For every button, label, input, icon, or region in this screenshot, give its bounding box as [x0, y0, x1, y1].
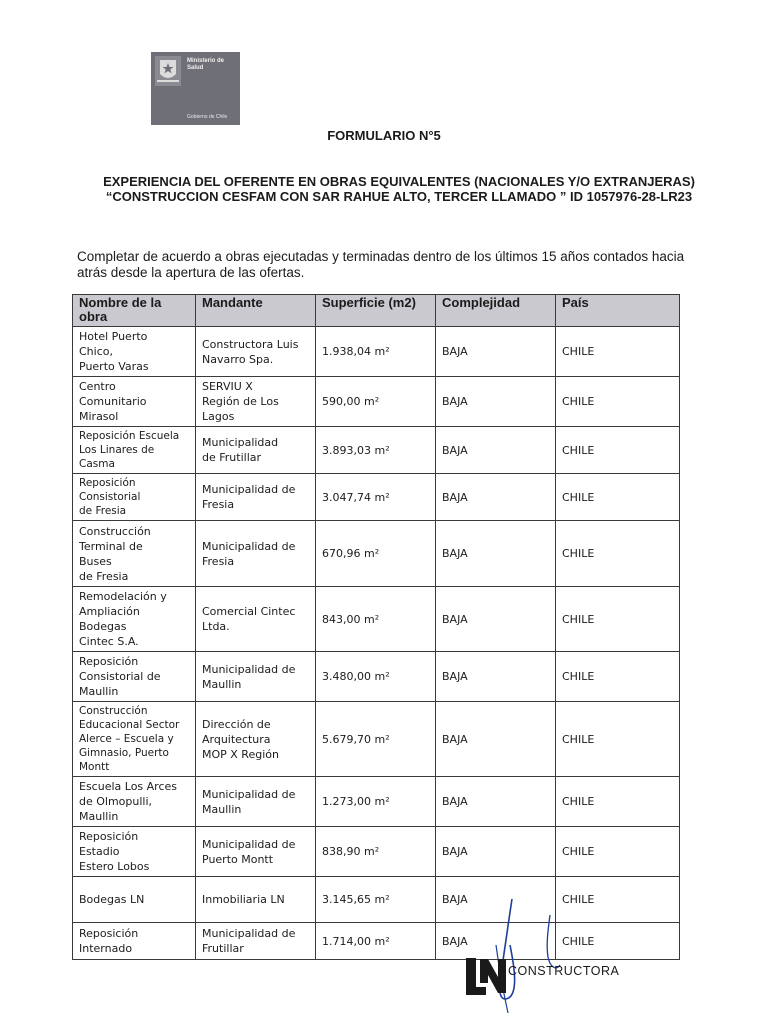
cell-complejidad: BAJA [436, 327, 556, 377]
cell-superficie: 5.679,70 m² [316, 702, 436, 777]
cell-superficie: 1.273,00 m² [316, 777, 436, 827]
cell-mandante: Municipalidad de Maullin [196, 652, 316, 702]
cell-mandante: Municipalidad de Maullin [196, 777, 316, 827]
cell-complejidad: BAJA [436, 521, 556, 587]
ministry-logo [151, 52, 240, 125]
header-nombre: Nombre de la obra [73, 295, 196, 327]
cell-nombre: Construcción Terminal de Buses de Fresia [73, 521, 196, 587]
cell-complejidad: BAJA [436, 474, 556, 521]
cell-mandante: Municipalidad de Fresia [196, 474, 316, 521]
cell-pais: CHILE [556, 827, 680, 877]
cell-superficie: 3.480,00 m² [316, 652, 436, 702]
cell-superficie: 843,00 m² [316, 587, 436, 652]
cell-mandante: Municipalidad de Fresia [196, 521, 316, 587]
cell-superficie: 670,96 m² [316, 521, 436, 587]
cell-nombre: Reposición Escuela Los Linares de Casma [73, 427, 196, 474]
constructora-ln-logo [464, 955, 508, 997]
header-complejidad: Complejidad [436, 295, 556, 327]
header-superficie: Superficie (m2) [316, 295, 436, 327]
cell-superficie: 3.047,74 m² [316, 474, 436, 521]
chile-coat-of-arms-icon [155, 56, 181, 86]
cell-mandante: Inmobiliaria LN [196, 877, 316, 923]
cell-nombre: Reposición Consistorial de Fresia [73, 474, 196, 521]
cell-nombre: Reposición Internado [73, 923, 196, 960]
form-title: FORMULARIO N°5 [327, 128, 441, 143]
table-row [73, 587, 680, 652]
document-heading [100, 174, 698, 204]
ministry-name: Ministerio de Salud [187, 58, 225, 71]
cell-complejidad: BAJA [436, 377, 556, 427]
cell-complejidad: BAJA [436, 652, 556, 702]
table-row [73, 521, 680, 587]
cell-nombre: Hotel Puerto Chico, Puerto Varas [73, 327, 196, 377]
cell-mandante: Dirección de Arquitectura MOP X Región [196, 702, 316, 777]
cell-nombre: Construcción Educacional Sector Alerce – Escuela y Gimnasio, Puerto Montt [73, 702, 196, 777]
heading-line-1: EXPERIENCIA DEL OFERENTE EN OBRAS EQUIVALENTES (NACIONALES Y/O EXTRANJERAS) [103, 174, 695, 189]
cell-superficie: 1.714,00 m² [316, 923, 436, 960]
header-mandante: Mandante [196, 295, 316, 327]
cell-complejidad: BAJA [436, 877, 556, 923]
works-table [72, 294, 680, 960]
cell-pais: CHILE [556, 702, 680, 777]
cell-mandante: Comercial Cintec Ltda. [196, 587, 316, 652]
cell-pais: CHILE [556, 427, 680, 474]
table-row [73, 427, 680, 474]
cell-mandante: Constructora Luis Navarro Spa. [196, 327, 316, 377]
table-row [73, 827, 680, 877]
header-pais: País [556, 295, 680, 327]
cell-superficie: 3.145,65 m² [316, 877, 436, 923]
cell-mandante: Municipalidad de Frutillar [196, 427, 316, 474]
cell-superficie: 3.893,03 m² [316, 427, 436, 474]
cell-pais: CHILE [556, 877, 680, 923]
heading-line-2: “CONSTRUCCION CESFAM CON SAR RAHUE ALTO, TERCER LLAMADO ” ID 1057976-28-LR23 [105, 189, 693, 204]
table-row [73, 327, 680, 377]
table-row [73, 777, 680, 827]
cell-pais: CHILE [556, 587, 680, 652]
constructora-stamp-text: CONSTRUCTORA [508, 964, 620, 978]
cell-complejidad: BAJA [436, 777, 556, 827]
government-label: Gobierno de Chile [187, 114, 228, 120]
cell-nombre: Centro Comunitario Mirasol [73, 377, 196, 427]
cell-pais: CHILE [556, 652, 680, 702]
cell-nombre: Reposición Estadio Estero Lobos [73, 827, 196, 877]
cell-mandante: Municipalidad de Frutillar [196, 923, 316, 960]
cell-complejidad: BAJA [436, 923, 556, 960]
cell-nombre: Escuela Los Arces de Olmopulli, Maullin [73, 777, 196, 827]
cell-superficie: 1.938,04 m² [316, 327, 436, 377]
table-header-row [73, 295, 680, 327]
cell-nombre: Bodegas LN [73, 877, 196, 923]
cell-pais: CHILE [556, 474, 680, 521]
table-row [73, 702, 680, 777]
intro-paragraph: Completar de acuerdo a obras ejecutadas y terminadas dentro de los últimos 15 años contados hacia atrás desde la apertura de las ofertas. [77, 249, 685, 280]
cell-pais: CHILE [556, 777, 680, 827]
cell-mandante: Municipalidad de Puerto Montt [196, 827, 316, 877]
cell-complejidad: BAJA [436, 427, 556, 474]
cell-pais: CHILE [556, 327, 680, 377]
cell-pais: CHILE [556, 521, 680, 587]
cell-superficie: 590,00 m² [316, 377, 436, 427]
cell-superficie: 838,90 m² [316, 827, 436, 877]
cell-pais: CHILE [556, 377, 680, 427]
table-row [73, 652, 680, 702]
cell-complejidad: BAJA [436, 702, 556, 777]
cell-mandante: SERVIU X Región de Los Lagos [196, 377, 316, 427]
cell-complejidad: BAJA [436, 587, 556, 652]
table-row [73, 474, 680, 521]
cell-nombre: Reposición Consistorial de Maullin [73, 652, 196, 702]
cell-complejidad: BAJA [436, 827, 556, 877]
cell-pais: CHILE [556, 923, 680, 960]
table-row [73, 377, 680, 427]
cell-nombre: Remodelación y Ampliación Bodegas Cintec S.A. [73, 587, 196, 652]
